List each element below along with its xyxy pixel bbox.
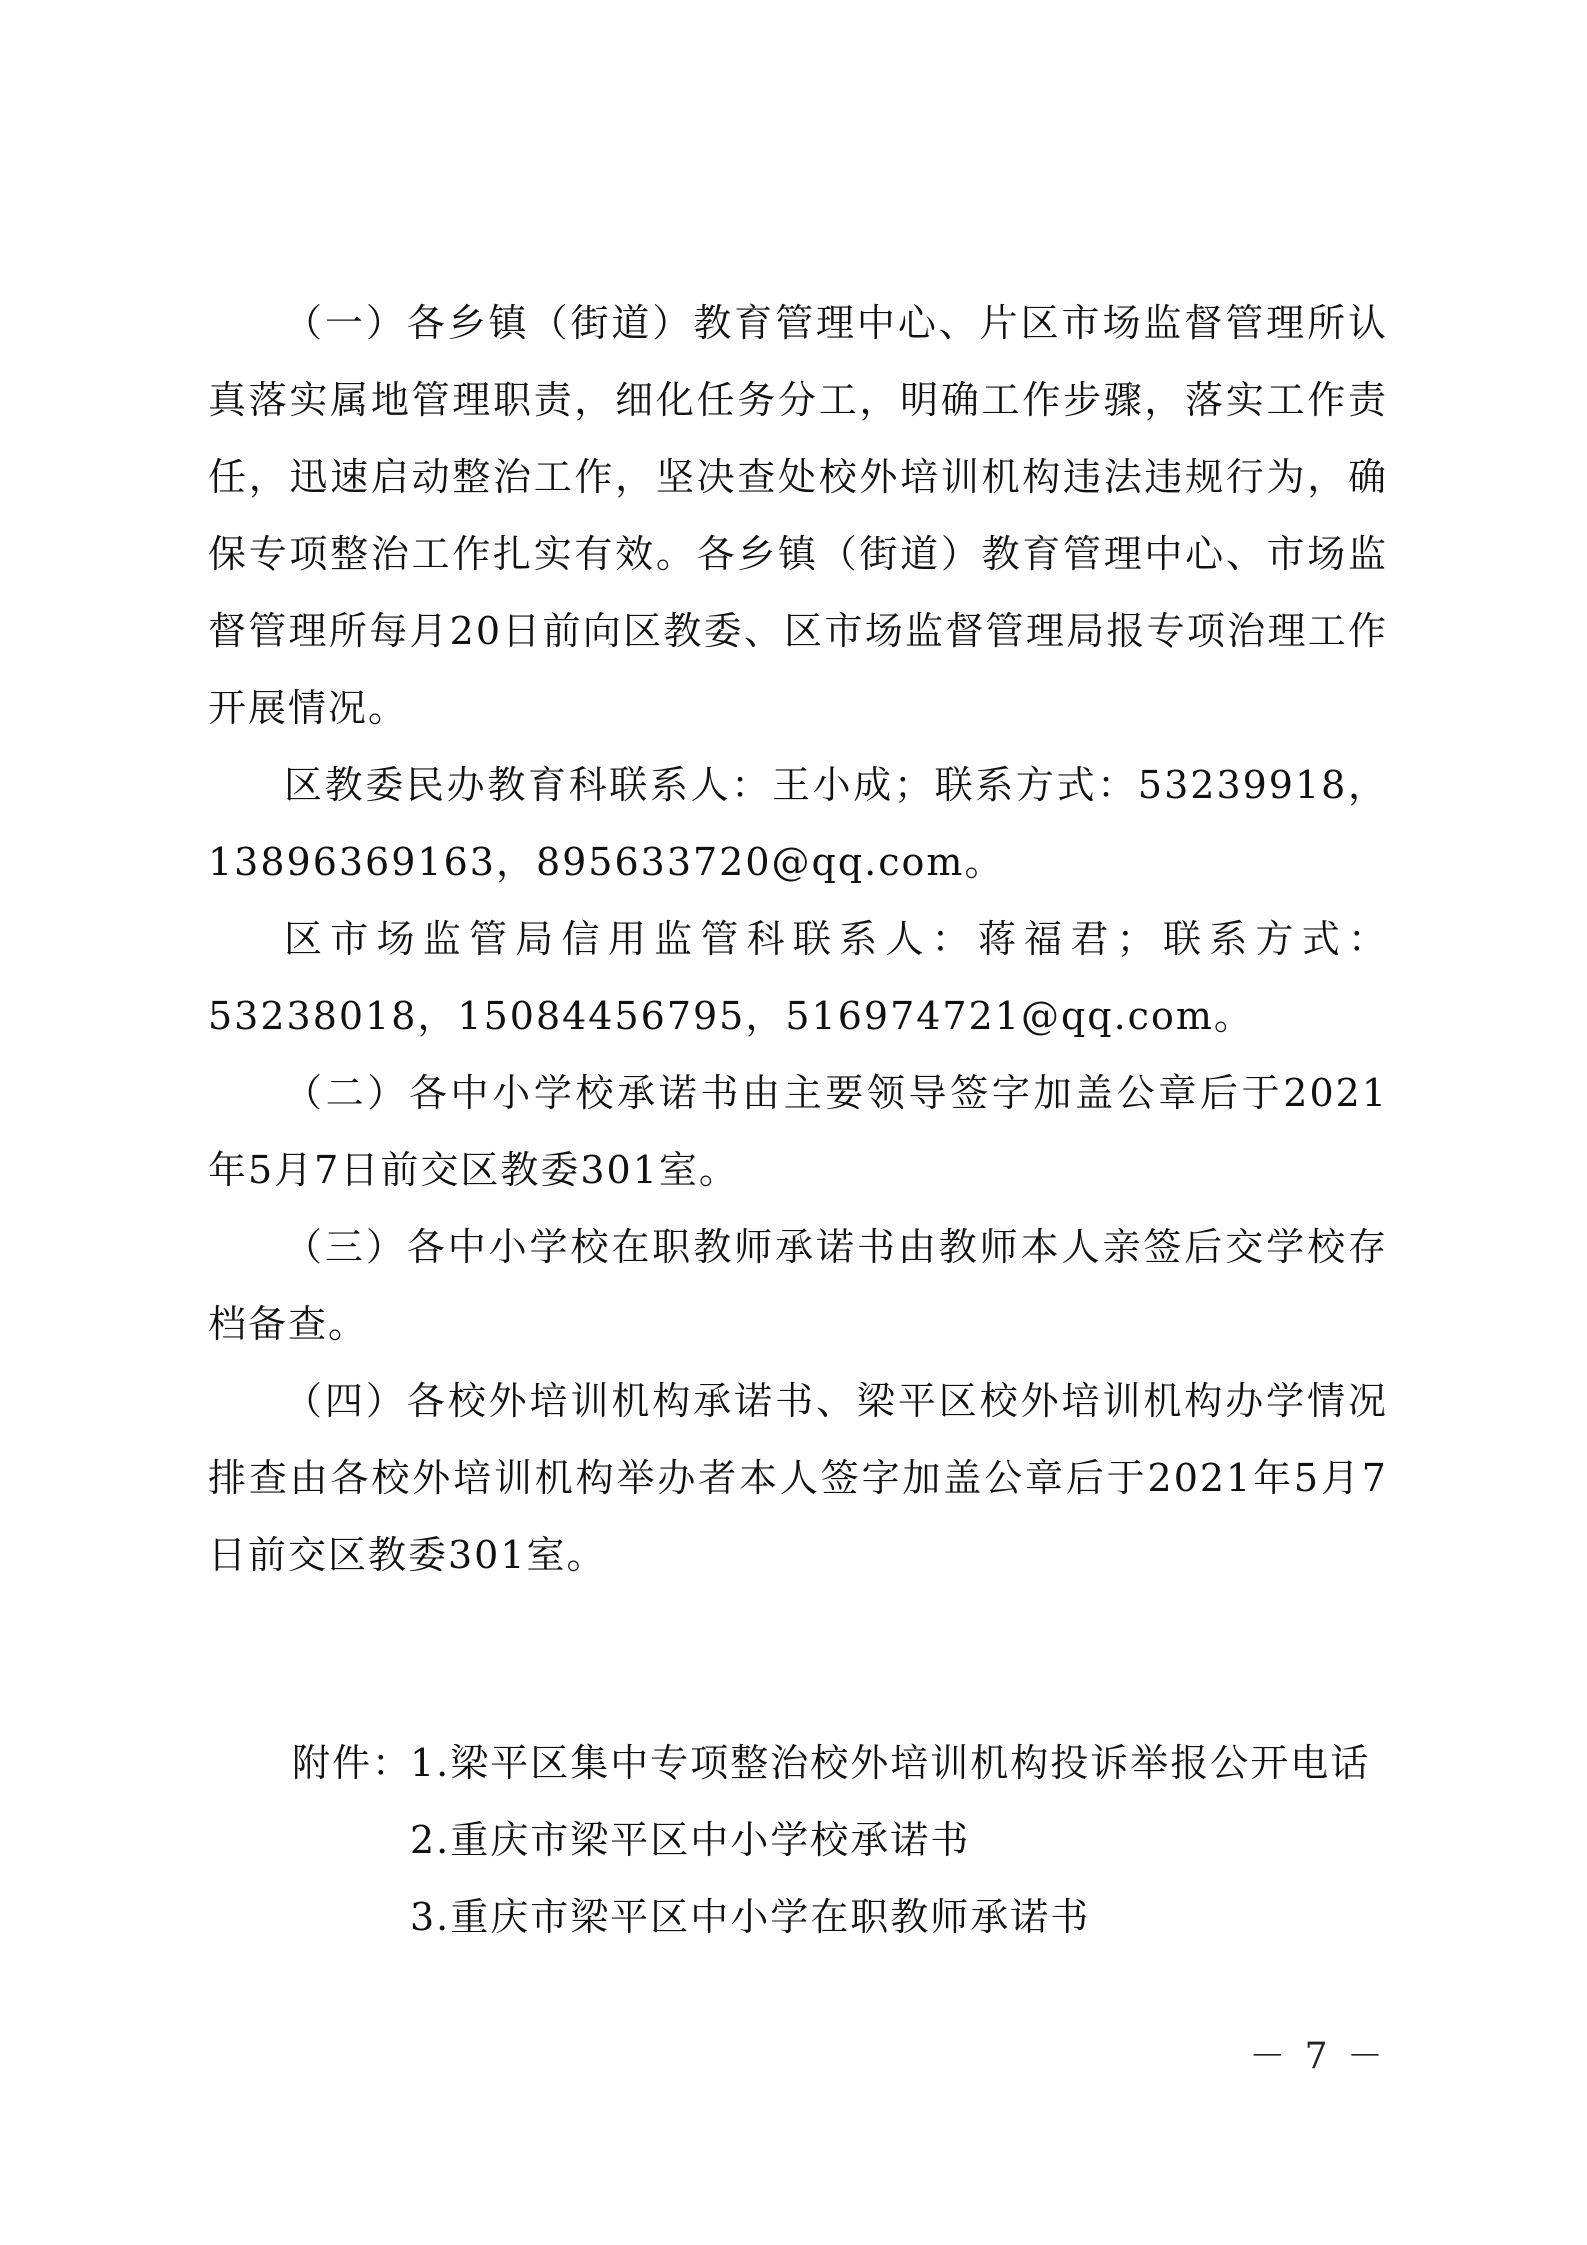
- attachment-text-3: 3.重庆市梁平区中小学在职教师承诺书: [410, 1895, 1091, 1939]
- attachments-list: [292, 1725, 1392, 1956]
- document-body: [208, 285, 1388, 1594]
- paragraph-market-contact: 区市场监管局信用监管科联系人：蒋福君；联系方式：53238018，15084456795，516974721@qq.com。: [208, 917, 1388, 1038]
- attachments-label: 附件：: [292, 1741, 413, 1785]
- paragraph-section-three: （三）各中小学校在职教师承诺书由教师本人亲签后交学校存档备查。: [208, 1225, 1388, 1346]
- paragraph-section-one: （一）各乡镇（街道）教育管理中心、片区市场监督管理所认真落实属地管理职责，细化任务分工，明确工作步骤，落实工作责任，迅速启动整治工作，坚决查处校外培训机构违法违规行为，确保专项整治工作扎实有效。各乡镇（街道）教育管理中心、市场监督管理所每月20日前向区教委、区市场监督管理局报专项治理工作开展情况。: [208, 301, 1388, 730]
- paragraph-education-contact: 区教委民办教育科联系人：王小成；联系方式：53239918，13896369163，895633720@qq.com。: [208, 763, 1388, 884]
- page-number: － 7 －: [1249, 2036, 1387, 2077]
- paragraph-section-two: （二）各中小学校承诺书由主要领导签字加盖公章后于2021年5月7日前交区教委301室。: [208, 1071, 1388, 1192]
- attachment-text-1: 1.梁平区集中专项整治校外培训机构投诉举报公开电话: [410, 1741, 1371, 1785]
- attachment-item-1: [292, 1725, 1392, 1802]
- paragraph-section-four: （四）各校外培训机构承诺书、梁平区校外培训机构办学情况排查由各校外培训机构举办者本人签字加盖公章后于2021年5月7日前交区教委301室。: [208, 1379, 1388, 1577]
- attachment-text-2: 2.重庆市梁平区中小学校承诺书: [410, 1818, 971, 1862]
- attachment-item-3: [292, 1879, 1392, 1956]
- attachment-item-2: [292, 1802, 1392, 1879]
